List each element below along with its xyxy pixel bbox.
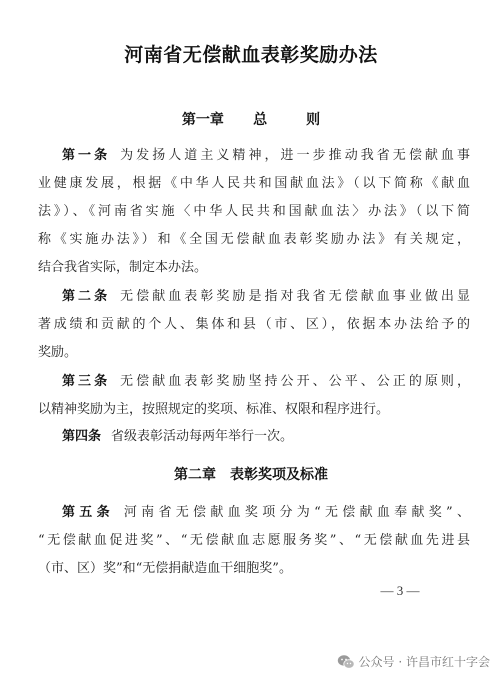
chapter-1-name-part2: 则 (306, 112, 321, 128)
chapter-1-heading (0, 109, 502, 129)
article-4-label: 第四条 (62, 429, 102, 444)
article-2-line-3: 奖励。 (38, 345, 78, 360)
page-number: — 3 — (380, 583, 420, 598)
article-1-label: 第一条 (62, 148, 111, 163)
article-4-line-1: 第四条 省级表彰活动每两年举行一次。 (62, 429, 294, 444)
article-1-line-5: 结合我省实际，制定本办法。 (38, 260, 208, 275)
article-2-line-2: 著成绩和贡献的个人、集体和县（市、区），依据本办法给予的 (38, 317, 470, 332)
document-title: 河南省无偿献血表彰奖励办法 (124, 44, 378, 66)
chapter-2-heading: 第二章 表彰奖项及标准 (174, 467, 328, 483)
article-3-label: 第三条 (62, 374, 111, 389)
chapter-1-name-part1: 总 (253, 112, 268, 128)
article-5-label: 第五条 (62, 505, 114, 520)
article-2-label: 第二条 (62, 289, 111, 304)
chapter-1-number: 第一章 (181, 112, 224, 128)
article-5-line-2: “无偿献血促进奖”、“无偿献血志愿服务奖”、“无偿献血先进县 (38, 533, 470, 548)
article-1-line-3: 法》）、《河南省实施〈中华人民共和国献血法〉办法》（以下简 (38, 204, 470, 219)
article-1-line-1: 第一条 为发扬人道主义精神，进一步推动我省无偿献血事 (62, 148, 470, 163)
article-3-line-1: 第三条 无偿献血表彰奖励坚持公开、公平、公正的原则， (62, 374, 470, 389)
article-2-line-1: 第二条 无偿献血表彰奖励是指对我省无偿献血事业做出显 (62, 289, 470, 304)
article-1-line-2: 业健康发展，根据《中华人民共和国献血法》（以下简称《献血 (38, 176, 470, 191)
article-1-line-4: 称《实施办法》）和《全国无偿献血表彰奖励办法》有关规定， (38, 232, 470, 247)
wechat-icon (337, 654, 355, 670)
wechat-watermark (337, 653, 490, 670)
watermark-text: 公众号 · 许昌市红十字会 (358, 655, 490, 669)
article-5-line-3: （市、区）奖”和“无偿捐献造血干细胞奖”。 (38, 561, 292, 576)
article-5-line-1: 第五条 河南省无偿献血奖项分为“无偿献血奉献奖”、 (62, 505, 470, 520)
article-3-line-2: 以精神奖励为主，按照规定的奖项、标准、权限和程序进行。 (38, 402, 390, 417)
